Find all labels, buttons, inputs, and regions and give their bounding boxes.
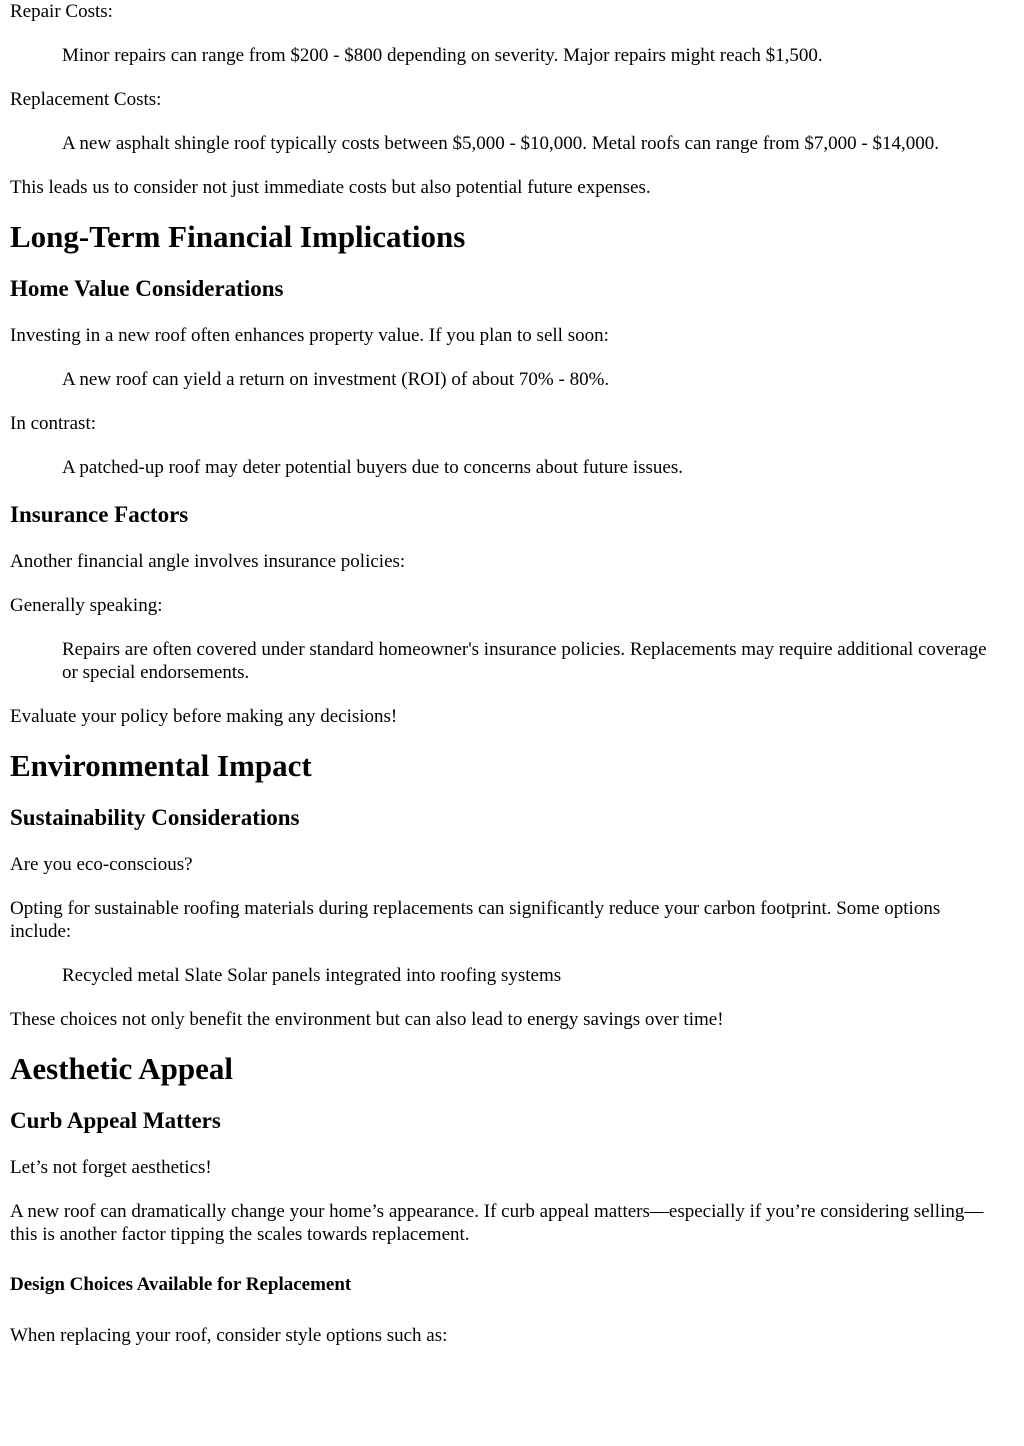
heading-aesthetic-appeal: Aesthetic Appeal xyxy=(10,1051,234,1086)
heading-home-value: Home Value Considerations xyxy=(10,276,284,301)
contrast-detail: A patched-up roof may deter potential buyers due to concerns about future issues. xyxy=(62,457,684,478)
design-choices-intro: When replacing your roof, consider style options such as: xyxy=(10,1325,448,1346)
heading-curb-appeal: Curb Appeal Matters xyxy=(10,1108,221,1133)
curb-appeal-body: A new roof can dramatically change your home’s appearance. If curb appeal matters—especially if you’re considering selling—this is another factor tipping the scales towards replacement. xyxy=(10,1201,984,1245)
insurance-intro: Another financial angle involves insurance policies: xyxy=(10,551,406,572)
lead-paragraph: This leads us to consider not just immediate costs but also potential future expenses. xyxy=(10,177,651,198)
contrast-label: In contrast: xyxy=(10,413,97,434)
insurance-advice: Evaluate your policy before making any decisions! xyxy=(10,706,398,727)
sustainability-options: Recycled metal Slate Solar panels integrated into roofing systems xyxy=(62,965,562,986)
heading-design-choices: Design Choices Available for Replacement xyxy=(10,1274,352,1295)
heading-environmental-impact: Environmental Impact xyxy=(10,748,312,783)
sustainability-benefit: These choices not only benefit the environment but can also lead to energy savings over time! xyxy=(10,1009,724,1030)
sustainability-intro: Opting for sustainable roofing materials during replacements can significantly reduce your carbon footprint. Some options include: xyxy=(10,898,941,942)
aesthetics-note: Let’s not forget aesthetics! xyxy=(10,1157,212,1178)
eco-question: Are you eco-conscious? xyxy=(10,854,193,875)
home-value-roi: A new roof can yield a return on investment (ROI) of about 70% - 80%. xyxy=(62,369,610,390)
heading-sustainability: Sustainability Considerations xyxy=(10,805,300,830)
home-value-intro: Investing in a new roof often enhances property value. If you plan to sell soon: xyxy=(10,325,609,346)
repair-costs-label: Repair Costs: xyxy=(10,1,113,22)
replacement-costs-detail: A new asphalt shingle roof typically costs between $5,000 - $10,000. Metal roofs can range from $7,000 - $14,000. xyxy=(62,133,939,154)
insurance-detail: Repairs are often covered under standard homeowner's insurance policies. Replacements may require additional coverage or special endorsements. xyxy=(62,639,987,683)
generally-speaking-label: Generally speaking: xyxy=(10,595,163,616)
replacement-costs-label: Replacement Costs: xyxy=(10,89,162,110)
heading-long-term-financial: Long-Term Financial Implications xyxy=(10,219,466,254)
repair-costs-detail: Minor repairs can range from $200 - $800 depending on severity. Major repairs might reach $1,500. xyxy=(62,45,823,66)
heading-insurance: Insurance Factors xyxy=(10,502,189,527)
